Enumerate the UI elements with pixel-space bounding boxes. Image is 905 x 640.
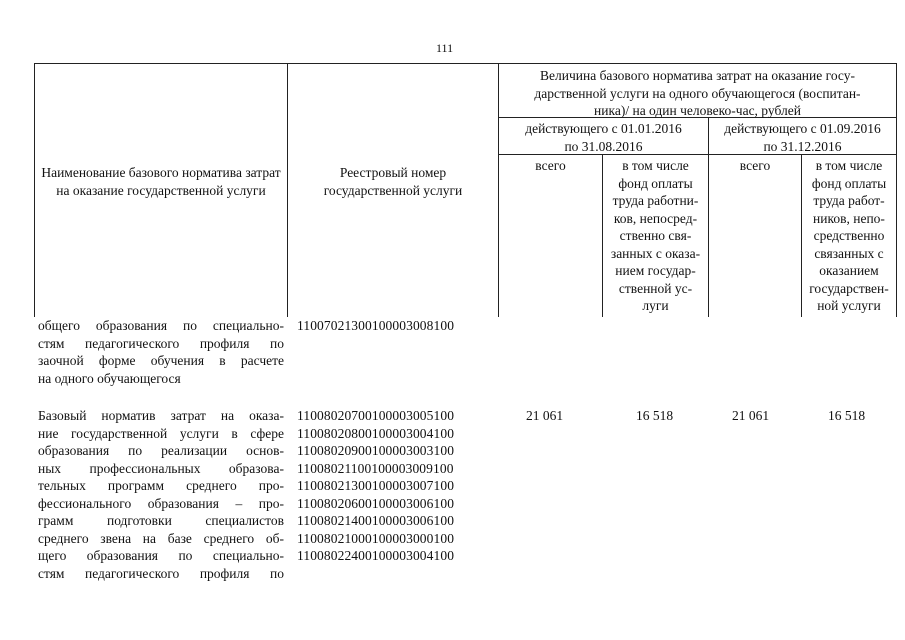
row2-name: Базовый норматив затрат на оказа- ние государственной услуги в сфере образования по реализации основ- ных профессиональных образова- тельных программ среднего про- фессионального образования – про- грамм подготовки специалистов среднего звена на базе среднего об- щего образования по специально- стям педагогического профиля по xyxy=(38,408,284,581)
header-name-column: Наименование базового норматива затрат на оказание государственной услуги xyxy=(41,165,281,198)
page-number: 111 xyxy=(436,41,454,55)
header-value-group: Величина базового норматива затрат на оказание госу- дарственной услуги на одного обучающегося (воспитан- ника)/ на один человеко-час, рублей xyxy=(534,68,861,118)
row2-p1-total: 21 061 xyxy=(526,408,564,423)
header-registry-column: Реестровый номер государственной услуги xyxy=(323,165,463,198)
header-p2-total: всего xyxy=(739,158,771,173)
row2-p2-total: 21 061 xyxy=(732,408,770,423)
row2-p1-incl: 16 518 xyxy=(636,408,674,423)
header-period-2: действующего с 01.09.2016 по 31.12.2016 xyxy=(724,121,881,154)
row1-registry-codes: 11007021300100003008100 xyxy=(297,318,455,333)
row2-p2-incl: 16 518 xyxy=(828,408,866,423)
header-p1-total: всего xyxy=(535,158,566,173)
header-p1-incl: в том числе фонд оплаты труда работни- ков, непосред- ственно свя- занных с оказа- нием государ- ственной ус- луги xyxy=(610,158,701,313)
table-header xyxy=(34,63,897,317)
row2-registry-codes: 11008020700100003005100 11008020800100003004100 11008020900100003003100 11008021100100003009100 11008021300100003007100 11008020600100003006100 11008021400100003006100 11008021000100003000100 11008022400100003004100 xyxy=(297,408,455,563)
row1-name: общего образования по специально- стям педагогического профиля по заочной форме обучения в расчете на одного обучающегося xyxy=(38,318,284,386)
header-period-1: действующего с 01.01.2016 по 31.08.2016 xyxy=(525,121,682,154)
header-p2-incl: в том числе фонд оплаты труда работ- ников, непо- средственно связанных с оказанием государствен- ной услуги xyxy=(809,158,889,313)
divider xyxy=(287,64,288,317)
